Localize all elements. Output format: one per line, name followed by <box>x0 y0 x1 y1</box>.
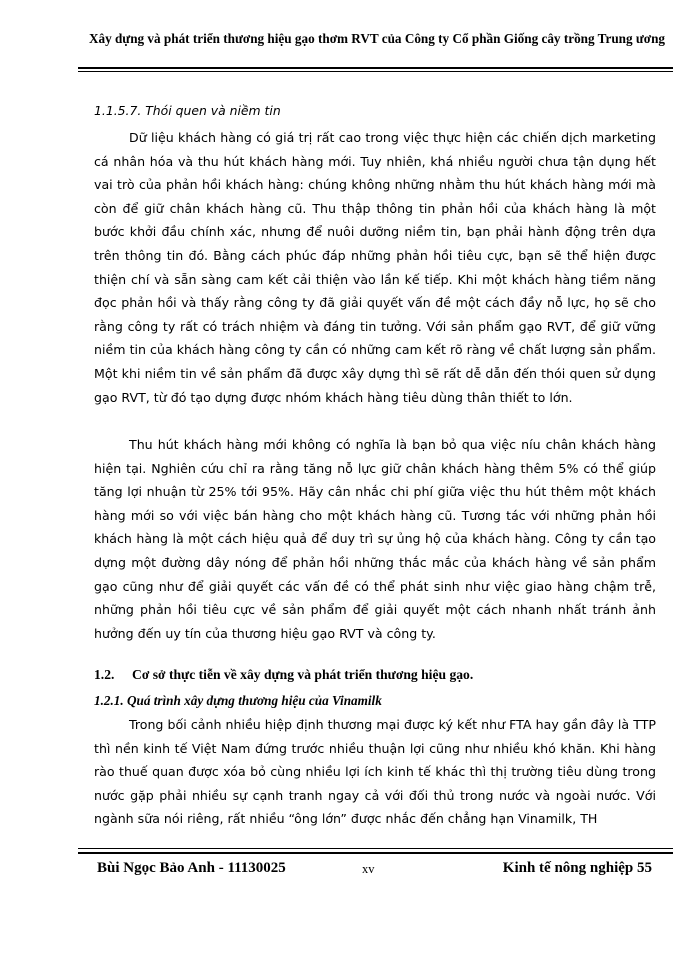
footer-rule <box>78 852 673 854</box>
paragraph-habit <box>94 126 656 409</box>
paragraph-text: Trong bối cảnh nhiều hiệp định thương mại được ký kết như FTA hay gần đây là TTP thì nền kinh tế Việt Nam đứng trước nhiều thuận lợi cũng như nhiều khó khăn. Khi hàng rào thuế quan được xóa bỏ cùng nhiều lợi ích kinh tế khác thì thị trường tiêu dùng trong nước gặp phải nhiều sự cạnh tranh ngay cả với đối thủ trong nước và ngoài nước. Với ngành sữa nói riêng, rất nhiều “ông lớn” được nhắc đến chẳng hạn Vinamilk, TH <box>94 717 656 827</box>
page-number: xv <box>362 862 375 876</box>
paragraph-text: Thu hút khách hàng mới không có nghĩa là bạn bỏ qua việc níu chân khách hàng hiện tại. Nghiên cứu chỉ ra rằng tăng nỗ lực giữ chân khách hàng thêm 5% có thể giúp tăng lợi nhuận từ 25% tới 95%. Hãy cân nhắc chi phí giữa việc thu hút thêm một khách hàng mới so với việc bán hàng cho một khách hàng cũ. Tương tác với những phản hồi khách hàng là một cách hiệu quả để duy trì sự ủng hộ của khách hàng. Công ty cần tạo dựng một đường dây nóng để phản hồi những thắc mắc của khách hàng về sản phẩm gạo cũng như để giải quyết các vấn đề có thể phát sinh như việc giao hàng chậm trễ, những phản hồi tiêu cực về sản phẩm để giải quyết một cách nhanh nhất tránh ảnh hưởng đến uy tín của thương hiệu gạo RVT và công ty. <box>94 437 656 641</box>
heading-practical-basis <box>94 667 473 683</box>
heading-text: Cơ sở thực tiễn về xây dựng và phát triển thương hiệu gạo. <box>132 667 474 682</box>
header-rule <box>78 67 673 69</box>
footer-rule-thin <box>78 848 673 849</box>
footer-author: Bùi Ngọc Bảo Anh - 11130025 <box>97 860 286 876</box>
paragraph-vinamilk <box>94 713 656 831</box>
header-rule-thin <box>78 71 673 72</box>
paragraph-retention <box>94 433 656 645</box>
paragraph-text: Dữ liệu khách hàng có giá trị rất cao trong việc thực hiện các chiến dịch marketing cá nhân hóa và thu hút khách hàng mới. Tuy nhiên, khá nhiều người chưa tận dụng hết vai trò của phản hồi khách hàng: chúng không những nhằm thu hút khách hàng mới mà còn để giữ chân khách hàng cũ. Thu thập thông tin phản hồi của khách hàng là một bước khởi đầu chính xác, nhưng để nuôi dưỡng niềm tin, bạn phải hành động trên dựa trên thông tin đó. Bằng cách phúc đáp những phản hồi tiêu cực, bạn sẽ thể hiện được thiện chí và sẵn sàng cam kết cải thiện vào lần kế tiếp. Khi một khách hàng tiềm năng đọc phản hồi và thấy rằng công ty đã giải quyết vấn đề một cách đầy nỗ lực, họ sẽ cho rằng công ty rất có trách nhiệm và đáng tin tưởng. Với sản phẩm gạo RVT, để giữ vững niềm tin của khách hàng công ty cần có những cam kết rõ ràng về chất lượng sản phẩm. Một khi niềm tin về sản phẩm đã được xây dựng thì sẽ rất dễ dẫn đến thói quen sử dụng gạo RVT, từ đó tạo dựng được nhóm khách hàng tiêu dùng thân thiết to lớn. <box>94 130 656 405</box>
heading-number: 1.2. <box>94 667 115 682</box>
footer-class: Kinh tế nông nghiệp 55 <box>502 860 652 876</box>
section-title-habit: 1.1.5.7. Thói quen và niềm tin <box>94 103 281 118</box>
heading-vinamilk: 1.2.1. Quá trình xây dựng thương hiệu của Vinamilk <box>94 693 382 708</box>
page-header-title: Xây dựng và phát triển thương hiệu gạo thơm RVT của Công ty Cổ phần Giống cây trồng Trung ương <box>88 31 666 46</box>
